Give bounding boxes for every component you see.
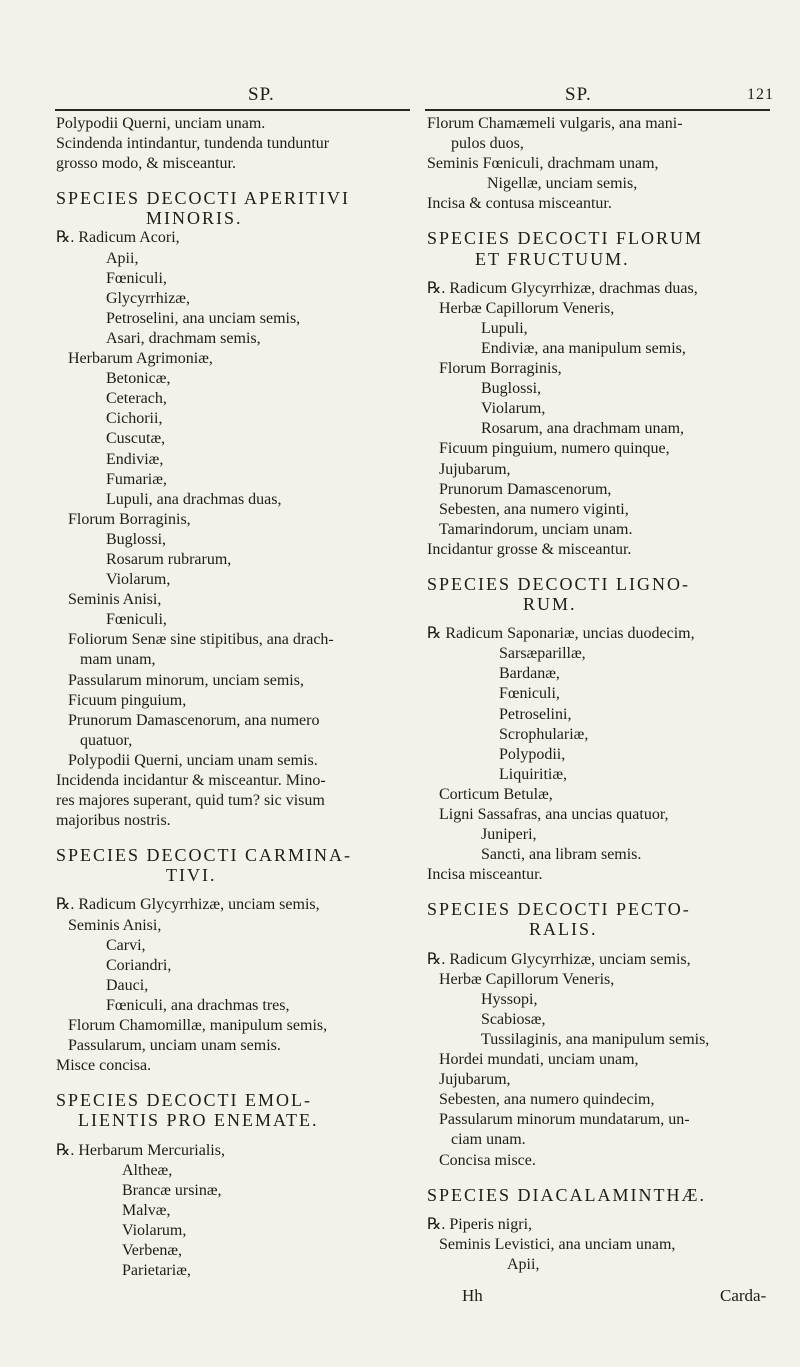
section-heading: SPECIES DIACALAMINTHÆ. bbox=[427, 1184, 707, 1205]
section-heading: SPECIES DECOCTI FLORUM bbox=[427, 228, 704, 249]
text-line: Parietariæ, bbox=[122, 1262, 191, 1280]
section-heading: SPECIES DECOCTI LIGNO- bbox=[427, 573, 690, 594]
text-line: Juniperi, bbox=[481, 826, 537, 844]
text-line: Polypodii Querni, unciam unam semis. bbox=[68, 751, 318, 769]
section-heading: SPECIES DECOCTI CARMINA- bbox=[56, 845, 353, 866]
text-line: Glycyrrhizæ, bbox=[106, 289, 190, 307]
text-line: Carvi, bbox=[106, 936, 146, 954]
text-line: Violarum, bbox=[122, 1221, 187, 1239]
text-line: Buglossi, bbox=[481, 380, 542, 398]
spacer bbox=[56, 831, 412, 845]
text-line: Corticum Betulæ, bbox=[439, 785, 553, 803]
text-line: Incisa misceantur. bbox=[427, 866, 543, 884]
text-line: Florum Borraginis, bbox=[439, 360, 562, 378]
spacer bbox=[56, 1131, 412, 1141]
section-heading: MINORIS. bbox=[146, 208, 243, 229]
text-line: Nigellæ, unciam semis, bbox=[487, 175, 638, 193]
text-line: Seminis Anisi, bbox=[68, 916, 162, 934]
text-line: Asari, drachmam semis, bbox=[106, 329, 261, 347]
text-line: ℞. Radicum Glycyrrhizæ, unciam semis, bbox=[427, 950, 691, 968]
left-running-head: SP. bbox=[248, 84, 275, 105]
right-header-rule bbox=[425, 109, 770, 111]
spacer bbox=[427, 614, 777, 624]
spacer bbox=[56, 174, 412, 188]
text-line: Incisa & contusa misceantur. bbox=[427, 195, 612, 213]
text-line: Petroselini, ana unciam semis, bbox=[106, 309, 301, 327]
text-line: Liquiritiæ, bbox=[499, 765, 567, 783]
text-line: Apii, bbox=[106, 249, 139, 267]
text-line: Violarum, bbox=[106, 571, 171, 589]
text-line: Tamarindorum, unciam unam. bbox=[439, 520, 633, 538]
text-line: Tussilaginis, ana manipulum semis, bbox=[481, 1030, 710, 1048]
text-line: Seminis Fœniculi, drachmam unam, bbox=[427, 155, 659, 173]
text-line: ciam unam. bbox=[451, 1131, 526, 1149]
spacer bbox=[56, 1076, 412, 1090]
left-column bbox=[56, 114, 412, 1281]
text-line: Passularum minorum, unciam semis, bbox=[68, 671, 304, 689]
text-line: Prunorum Damascenorum, bbox=[439, 480, 612, 498]
text-line: Rosarum rubrarum, bbox=[106, 550, 232, 568]
text-line: ℞. Radicum Glycyrrhizæ, unciam semis, bbox=[56, 896, 320, 914]
text-line: Altheæ, bbox=[122, 1161, 173, 1179]
text-line: Herbæ Capillorum Veneris, bbox=[439, 299, 615, 317]
text-line: ℞. Radicum Glycyrrhizæ, drachmas duas, bbox=[427, 279, 698, 297]
text-line: Passularum minorum mundatarum, un- bbox=[439, 1111, 690, 1129]
text-line: Hordei mundati, unciam unam, bbox=[439, 1051, 639, 1069]
spacer bbox=[427, 1171, 777, 1185]
text-line: Sebesten, ana numero quindecim, bbox=[439, 1091, 655, 1109]
catchword: Carda- bbox=[720, 1286, 767, 1305]
text-line: Cuscutæ, bbox=[106, 430, 166, 448]
text-line: Fœniculi, bbox=[106, 269, 167, 287]
spacer bbox=[427, 214, 777, 228]
text-line: Herbæ Capillorum Veneris, bbox=[439, 970, 615, 988]
text-line: Jujubarum, bbox=[439, 460, 511, 478]
text-line: Ceterach, bbox=[106, 390, 167, 408]
right-running-head: SP. bbox=[565, 84, 592, 105]
text-line: Rosarum, ana drachmam unam, bbox=[481, 420, 685, 438]
text-line: Malvæ, bbox=[122, 1201, 171, 1219]
spacer bbox=[56, 885, 412, 895]
text-line: Sancti, ana libram semis. bbox=[481, 846, 642, 864]
text-line: Fœniculi, ana drachmas tres, bbox=[106, 996, 290, 1014]
text-line: Cichorii, bbox=[106, 410, 163, 428]
text-line: Florum Chamomillæ, manipulum semis, bbox=[68, 1017, 328, 1035]
text-line: Bardanæ, bbox=[499, 665, 560, 683]
text-line: Misce concisa. bbox=[56, 1057, 152, 1075]
text-line: Jujubarum, bbox=[439, 1071, 511, 1089]
page-number: 121 bbox=[747, 86, 774, 103]
text-line: pulos duos, bbox=[451, 135, 524, 153]
text-line: Herbarum Agrimoniæ, bbox=[68, 350, 213, 368]
text-line: quatuor, bbox=[80, 731, 133, 749]
section-heading: ET FRUCTUUM. bbox=[475, 248, 630, 269]
text-line: Verbenæ, bbox=[122, 1241, 182, 1259]
section-heading: SPECIES DECOCTI EMOL- bbox=[56, 1090, 313, 1111]
text-line: Dauci, bbox=[106, 976, 149, 994]
text-line: Seminis Anisi, bbox=[68, 591, 162, 609]
text-line: Buglossi, bbox=[106, 530, 167, 548]
text-line: Petroselini, bbox=[499, 705, 572, 723]
text-line: Florum Chamæmeli vulgaris, ana mani- bbox=[427, 115, 683, 132]
text-line: Endiviæ, bbox=[106, 450, 164, 468]
text-line: Seminis Levistici, ana unciam unam, bbox=[439, 1235, 676, 1253]
text-line: Fumariæ, bbox=[106, 470, 167, 488]
section-heading: RALIS. bbox=[529, 919, 598, 940]
text-line: Concisa misce. bbox=[439, 1151, 536, 1169]
signature-mark: Hh bbox=[462, 1286, 483, 1305]
text-line: Incidenda incidantur & misceantur. Mino- bbox=[56, 772, 326, 789]
text-line: Violarum, bbox=[481, 400, 546, 418]
text-line: Sebesten, ana numero viginti, bbox=[439, 500, 629, 518]
text-line: Scrophulariæ, bbox=[499, 725, 589, 743]
text-line: Polypodii Querni, unciam unam. bbox=[56, 115, 266, 132]
text-line: Fœniculi, bbox=[499, 685, 560, 703]
spacer bbox=[427, 1205, 777, 1215]
text-line: ℞. Herbarum Mercurialis, bbox=[56, 1141, 225, 1159]
spacer bbox=[427, 885, 777, 899]
text-line: Foliorum Senæ sine stipitibus, ana drach- bbox=[68, 631, 334, 649]
text-line: grosso modo, & misceantur. bbox=[56, 155, 236, 173]
text-line: Lupuli, ana drachmas duas, bbox=[106, 490, 282, 508]
text-line: Betonicæ, bbox=[106, 370, 171, 388]
text-line: Ficuum pinguium, numero quinque, bbox=[439, 440, 670, 458]
text-line: Sarsæparillæ, bbox=[499, 645, 586, 663]
text-line: ℞. Radicum Acori, bbox=[56, 229, 180, 247]
section-heading: SPECIES DECOCTI PECTO- bbox=[427, 899, 691, 920]
text-line: Scindenda intindantur, tundenda tunduntur bbox=[56, 135, 330, 153]
text-line: Fœniculi, bbox=[106, 611, 167, 629]
text-line: Scabiosæ, bbox=[481, 1010, 546, 1028]
text-line: Endiviæ, ana manipulum semis, bbox=[481, 339, 686, 357]
text-line: Florum Borraginis, bbox=[68, 510, 191, 528]
text-line: Prunorum Damascenorum, ana numero bbox=[68, 711, 320, 729]
text-line: mam unam, bbox=[80, 651, 156, 669]
text-line: Brancæ ursinæ, bbox=[122, 1181, 222, 1199]
text-line: Coriandri, bbox=[106, 956, 172, 974]
text-line: res majores superant, quid tum? sic visum bbox=[56, 792, 325, 810]
text-line: ℞ Radicum Saponariæ, uncias duodecim, bbox=[427, 625, 695, 643]
spacer bbox=[427, 269, 777, 279]
text-line: Apii, bbox=[507, 1255, 540, 1273]
text-line: majoribus nostris. bbox=[56, 812, 171, 830]
text-line: Passularum, unciam unam semis. bbox=[68, 1037, 281, 1055]
section-heading: LIENTIS PRO ENEMATE. bbox=[78, 1110, 319, 1131]
text-line: Incidantur grosse & misceantur. bbox=[427, 540, 632, 558]
text-line: Ficuum pinguium, bbox=[68, 691, 187, 709]
text-line: Ligni Sassafras, ana uncias quatuor, bbox=[439, 806, 669, 823]
spacer bbox=[427, 940, 777, 950]
text-line: Hyssopi, bbox=[481, 990, 538, 1008]
right-column bbox=[427, 114, 777, 1275]
section-heading: RUM. bbox=[523, 594, 577, 615]
section-heading: SPECIES DECOCTI APERITIVI bbox=[56, 188, 351, 209]
text-line: Polypodii, bbox=[499, 745, 566, 763]
spacer bbox=[427, 560, 777, 574]
text-line: Lupuli, bbox=[481, 319, 528, 337]
text-line: ℞. Piperis nigri, bbox=[427, 1215, 533, 1233]
left-header-rule bbox=[55, 109, 410, 111]
section-heading: TIVI. bbox=[166, 865, 217, 886]
